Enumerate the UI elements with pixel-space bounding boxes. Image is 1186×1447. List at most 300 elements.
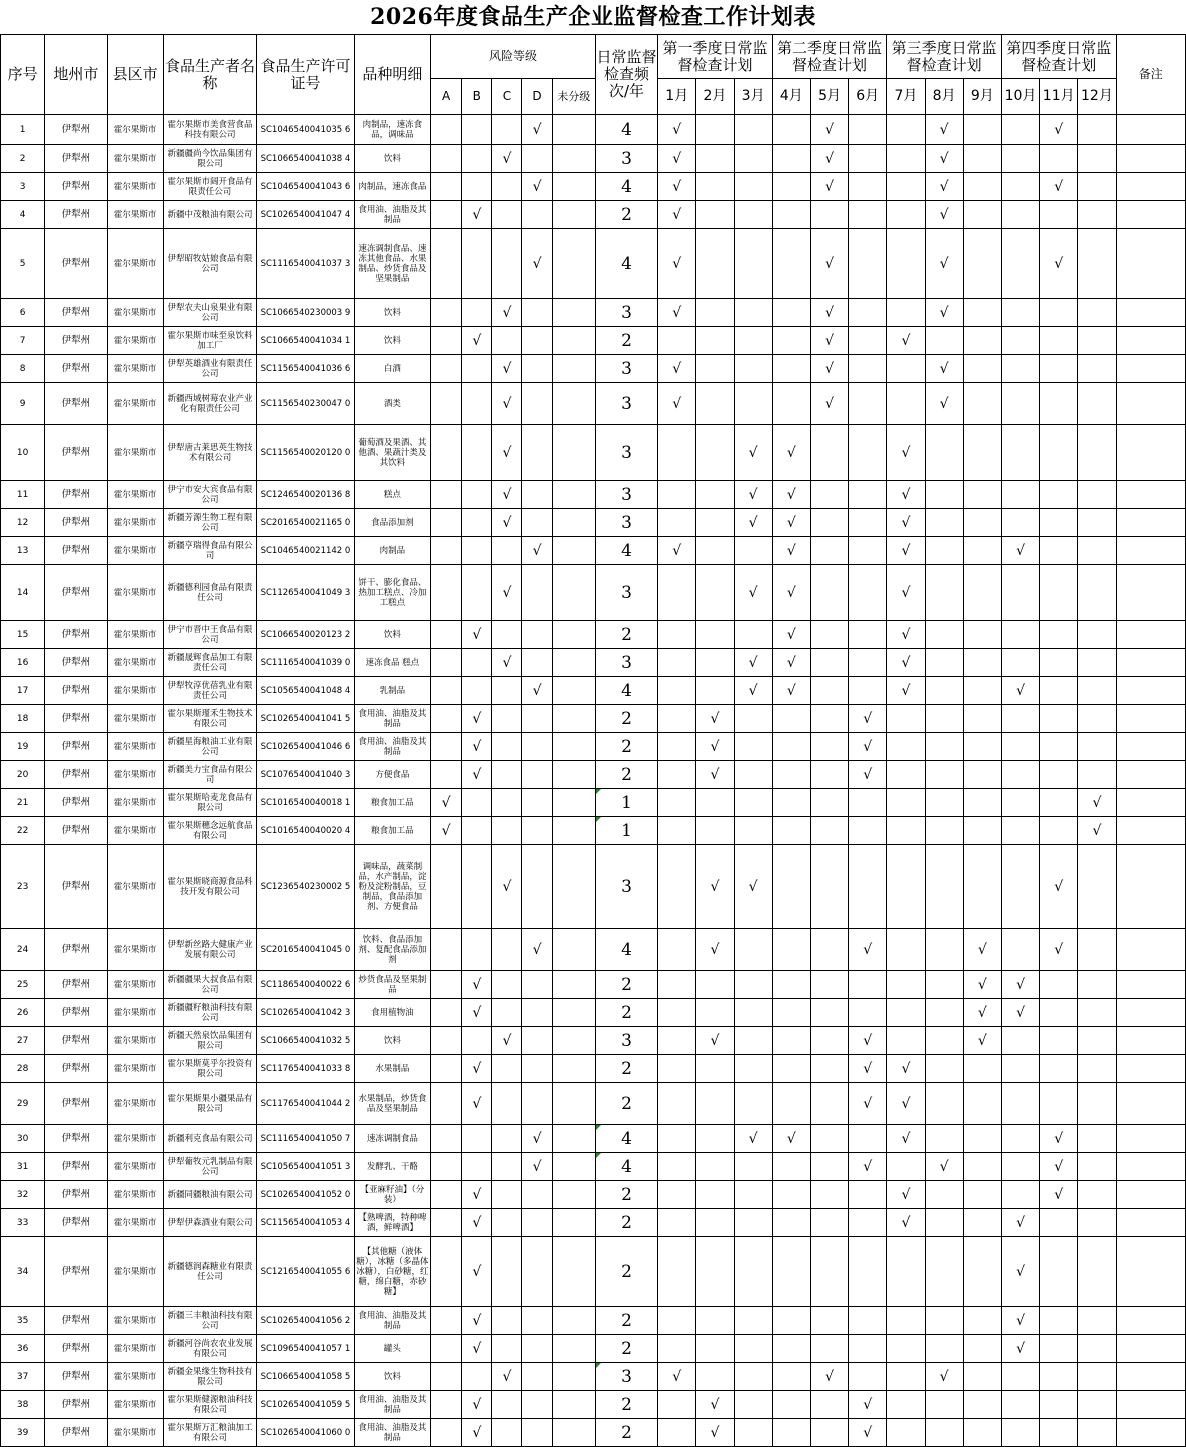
month-cell: [849, 621, 887, 649]
table-row: [1, 201, 1186, 229]
month-cell: [887, 789, 925, 817]
cell-producer-name: 伊犁伊森酒业有限公司: [163, 1209, 256, 1237]
risk-cell: [552, 649, 595, 677]
cell-prefecture: 伊犁州: [45, 481, 107, 509]
risk-cell: [462, 509, 492, 537]
cell-prefecture: 伊犁州: [45, 817, 107, 845]
month-cell: [963, 1363, 1001, 1391]
table-row: [1, 677, 1186, 705]
month-cell: [925, 733, 963, 761]
month-cell: [810, 705, 848, 733]
risk-check-mark: √: [492, 1027, 522, 1055]
month-cell: [1078, 425, 1116, 481]
month-check-mark: √: [925, 383, 963, 425]
month-check-mark: √: [772, 481, 810, 509]
month-check-mark: √: [849, 1083, 887, 1125]
cell-producer-name: 伊宁市安大宾食品有限公司: [163, 481, 256, 509]
cell-frequency: 2: [595, 1181, 657, 1209]
cell-producer-name: 伊犁英雄酒业有限责任公司: [163, 355, 256, 383]
cell-seq: 33: [1, 1209, 45, 1237]
risk-cell: [522, 1363, 552, 1391]
month-cell: [925, 1419, 963, 1447]
risk-cell: [462, 481, 492, 509]
month-cell: [696, 1055, 734, 1083]
month-check-mark: √: [849, 761, 887, 789]
cell-county: 霍尔果斯市: [107, 1391, 163, 1419]
month-cell: [963, 677, 1001, 705]
header-remarks: 备注: [1116, 35, 1185, 115]
month-cell: [810, 537, 848, 565]
month-check-mark: √: [696, 761, 734, 789]
month-check-mark: √: [849, 1391, 887, 1419]
risk-cell: [522, 1419, 552, 1447]
cell-prefecture: 伊犁州: [45, 1363, 107, 1391]
cell-county: 霍尔果斯市: [107, 1363, 163, 1391]
cell-prefecture: 伊犁州: [45, 1125, 107, 1153]
cell-producer-name: 新疆德润森糖业有限责任公司: [163, 1237, 256, 1307]
risk-cell: [492, 1209, 522, 1237]
month-cell: [1040, 1055, 1078, 1083]
cell-remarks: [1116, 565, 1185, 621]
risk-check-mark: √: [522, 115, 552, 145]
cell-seq: 6: [1, 299, 45, 327]
month-cell: [1001, 1153, 1039, 1181]
cell-producer-name: 新疆芳源生物工程有限公司: [163, 509, 256, 537]
month-cell: [1001, 299, 1039, 327]
month-cell: [849, 971, 887, 999]
risk-cell: [552, 1181, 595, 1209]
month-cell: [1001, 1419, 1039, 1447]
cell-product-detail: 饮料: [354, 1363, 430, 1391]
month-cell: [1001, 1027, 1039, 1055]
cell-seq: 1: [1, 115, 45, 145]
cell-product-detail: 水果制品，炒货食品及坚果制品: [354, 1083, 430, 1125]
risk-cell: [552, 929, 595, 971]
cell-frequency: 4: [595, 115, 657, 145]
cell-frequency: 3: [595, 509, 657, 537]
risk-cell: [492, 733, 522, 761]
month-cell: [849, 115, 887, 145]
month-cell: [1001, 789, 1039, 817]
risk-cell: [522, 565, 552, 621]
month-check-mark: √: [658, 115, 696, 145]
month-cell: [849, 817, 887, 845]
risk-cell: [552, 845, 595, 929]
month-cell: [658, 1181, 696, 1209]
month-cell: [772, 929, 810, 971]
cell-license-number: SC1026540041056 2: [257, 1307, 354, 1335]
month-cell: [734, 1055, 772, 1083]
month-cell: [1040, 677, 1078, 705]
month-cell: [658, 999, 696, 1027]
cell-county: 霍尔果斯市: [107, 817, 163, 845]
risk-cell: [552, 509, 595, 537]
month-check-mark: √: [696, 929, 734, 971]
cell-prefecture: 伊犁州: [45, 1153, 107, 1181]
risk-check-mark: √: [462, 761, 492, 789]
month-cell: [1078, 327, 1116, 355]
table-row: [1, 929, 1186, 971]
month-cell: [1040, 145, 1078, 173]
month-cell: [963, 733, 1001, 761]
month-cell: [734, 1083, 772, 1125]
cell-seq: 18: [1, 705, 45, 733]
risk-cell: [552, 1335, 595, 1363]
month-cell: [1078, 537, 1116, 565]
month-check-mark: √: [887, 1181, 925, 1209]
cell-county: 霍尔果斯市: [107, 621, 163, 649]
risk-cell: [462, 817, 492, 845]
month-cell: [1040, 509, 1078, 537]
month-check-mark: √: [925, 1363, 963, 1391]
cell-remarks: [1116, 537, 1185, 565]
month-cell: [1001, 229, 1039, 299]
cell-product-detail: 饮料: [354, 299, 430, 327]
month-cell: [734, 1391, 772, 1419]
month-cell: [963, 299, 1001, 327]
month-cell: [1040, 1307, 1078, 1335]
table-row: [1, 705, 1186, 733]
month-check-mark: √: [734, 565, 772, 621]
sheet-title: 2026年度食品生产企业监督检查工作计划表: [370, 4, 816, 30]
cell-seq: 24: [1, 929, 45, 971]
month-cell: [772, 1027, 810, 1055]
cell-remarks: [1116, 1181, 1185, 1209]
cell-remarks: [1116, 761, 1185, 789]
month-cell: [1078, 173, 1116, 201]
table-row: [1, 1181, 1186, 1209]
cell-producer-name: 霍尔果斯市味至泉饮料加工厂: [163, 327, 256, 355]
month-cell: [810, 929, 848, 971]
month-cell: [658, 621, 696, 649]
risk-cell: [492, 1083, 522, 1125]
month-cell: [772, 1307, 810, 1335]
month-check-mark: √: [849, 929, 887, 971]
cell-license-number: SC1176540041033 8: [257, 1055, 354, 1083]
risk-cell: [552, 1125, 595, 1153]
month-cell: [1078, 1391, 1116, 1419]
cell-prefecture: 伊犁州: [45, 173, 107, 201]
month-cell: [963, 621, 1001, 649]
month-cell: [963, 817, 1001, 845]
month-cell: [887, 145, 925, 173]
cell-product-detail: 发酵乳、干酪: [354, 1153, 430, 1181]
month-cell: [734, 929, 772, 971]
cell-frequency: 1: [595, 789, 657, 817]
risk-check-mark: √: [492, 845, 522, 929]
month-cell: [1078, 355, 1116, 383]
risk-cell: [552, 115, 595, 145]
month-check-mark: √: [887, 1209, 925, 1237]
month-cell: [696, 817, 734, 845]
risk-check-mark: √: [462, 1055, 492, 1083]
risk-cell: [522, 845, 552, 929]
risk-check-mark: √: [462, 971, 492, 999]
cell-product-detail: 饮料: [354, 1027, 430, 1055]
month-cell: [849, 173, 887, 201]
risk-cell: [431, 537, 462, 565]
month-check-mark: √: [658, 537, 696, 565]
cell-license-number: SC1026540041041 5: [257, 705, 354, 733]
month-cell: [887, 733, 925, 761]
risk-cell: [552, 999, 595, 1027]
risk-cell: [492, 229, 522, 299]
table-row: [1, 817, 1186, 845]
cell-producer-name: 霍尔果斯莫乎尔投资有限公司: [163, 1055, 256, 1083]
header-month-7: 7月: [887, 79, 925, 115]
month-cell: [772, 145, 810, 173]
month-cell: [696, 789, 734, 817]
risk-cell: [492, 201, 522, 229]
cell-remarks: [1116, 383, 1185, 425]
month-cell: [1040, 761, 1078, 789]
cell-product-detail: 速冻调制食品: [354, 1125, 430, 1153]
month-cell: [772, 705, 810, 733]
risk-cell: [522, 201, 552, 229]
month-check-mark: √: [1001, 537, 1039, 565]
header-q1: 第一季度日常监督检查计划: [658, 35, 773, 79]
cell-county: 霍尔果斯市: [107, 173, 163, 201]
month-check-mark: √: [1001, 1335, 1039, 1363]
month-cell: [925, 509, 963, 537]
risk-cell: [552, 327, 595, 355]
month-cell: [772, 115, 810, 145]
month-cell: [1078, 621, 1116, 649]
month-cell: [1078, 509, 1116, 537]
month-check-mark: √: [772, 509, 810, 537]
risk-cell: [522, 509, 552, 537]
month-cell: [887, 355, 925, 383]
month-cell: [658, 1307, 696, 1335]
cell-county: 霍尔果斯市: [107, 509, 163, 537]
risk-cell: [522, 789, 552, 817]
month-cell: [772, 789, 810, 817]
cell-seq: 7: [1, 327, 45, 355]
month-cell: [658, 481, 696, 509]
cell-remarks: [1116, 845, 1185, 929]
month-cell: [963, 1419, 1001, 1447]
risk-cell: [462, 649, 492, 677]
table-row: [1, 1125, 1186, 1153]
cell-frequency: 2: [595, 1307, 657, 1335]
month-check-mark: √: [925, 355, 963, 383]
month-cell: [658, 845, 696, 929]
month-check-mark: √: [925, 299, 963, 327]
month-cell: [925, 999, 963, 1027]
table-row: [1, 999, 1186, 1027]
risk-cell: [431, 677, 462, 705]
month-cell: [887, 1335, 925, 1363]
header-risk-level: 风险等级: [431, 35, 596, 79]
month-cell: [772, 383, 810, 425]
table-row: [1, 509, 1186, 537]
month-cell: [1040, 299, 1078, 327]
cell-seq: 11: [1, 481, 45, 509]
risk-cell: [431, 1125, 462, 1153]
month-cell: [734, 1307, 772, 1335]
month-check-mark: √: [658, 173, 696, 201]
month-cell: [887, 115, 925, 145]
cell-license-number: SC1046540041043 6: [257, 173, 354, 201]
month-cell: [1040, 565, 1078, 621]
month-cell: [887, 1153, 925, 1181]
month-cell: [1001, 481, 1039, 509]
month-cell: [734, 1237, 772, 1307]
header-q2: 第二季度日常监督检查计划: [772, 35, 887, 79]
cell-license-number: SC1156540041036 6: [257, 355, 354, 383]
month-check-mark: √: [810, 327, 848, 355]
cell-producer-name: 伊犁新丝路大健康产业发展有限公司: [163, 929, 256, 971]
cell-county: 霍尔果斯市: [107, 1153, 163, 1181]
month-cell: [810, 1027, 848, 1055]
month-check-mark: √: [1001, 677, 1039, 705]
cell-license-number: SC1156540041053 4: [257, 1209, 354, 1237]
month-cell: [1078, 115, 1116, 145]
cell-county: 霍尔果斯市: [107, 789, 163, 817]
cell-prefecture: 伊犁州: [45, 509, 107, 537]
cell-seq: 32: [1, 1181, 45, 1209]
risk-cell: [462, 299, 492, 327]
month-cell: [849, 1237, 887, 1307]
cell-license-number: SC1046540021142 0: [257, 537, 354, 565]
month-cell: [849, 355, 887, 383]
table-row: [1, 1419, 1186, 1447]
risk-cell: [431, 355, 462, 383]
risk-cell: [462, 789, 492, 817]
month-cell: [696, 1335, 734, 1363]
table-row: [1, 1083, 1186, 1125]
cell-county: 霍尔果斯市: [107, 1181, 163, 1209]
risk-cell: [492, 537, 522, 565]
cell-remarks: [1116, 971, 1185, 999]
month-check-mark: √: [772, 537, 810, 565]
month-check-mark: √: [658, 145, 696, 173]
month-cell: [1078, 971, 1116, 999]
cell-seq: 3: [1, 173, 45, 201]
month-cell: [849, 1363, 887, 1391]
cell-remarks: [1116, 1083, 1185, 1125]
cell-prefecture: 伊犁州: [45, 115, 107, 145]
table-row: [1, 425, 1186, 481]
month-cell: [1001, 1083, 1039, 1125]
month-cell: [963, 1237, 1001, 1307]
cell-license-number: SC1096540041057 1: [257, 1335, 354, 1363]
cell-seq: 14: [1, 565, 45, 621]
cell-prefecture: 伊犁州: [45, 383, 107, 425]
table-row: [1, 1237, 1186, 1307]
cell-remarks: [1116, 1391, 1185, 1419]
risk-cell: [462, 565, 492, 621]
month-cell: [1001, 1181, 1039, 1209]
month-cell: [1001, 1363, 1039, 1391]
header-risk-a: A: [431, 79, 462, 115]
month-cell: [772, 1419, 810, 1447]
header-month-2: 2月: [696, 79, 734, 115]
table-row: [1, 1209, 1186, 1237]
risk-cell: [431, 425, 462, 481]
month-cell: [887, 299, 925, 327]
month-cell: [925, 705, 963, 733]
plan-table: [0, 34, 1186, 1447]
cell-license-number: SC1116540041039 0: [257, 649, 354, 677]
month-cell: [887, 383, 925, 425]
month-cell: [810, 621, 848, 649]
month-cell: [1078, 1083, 1116, 1125]
risk-cell: [522, 761, 552, 789]
table-row: [1, 845, 1186, 929]
month-check-mark: √: [696, 845, 734, 929]
month-cell: [925, 761, 963, 789]
cell-seq: 35: [1, 1307, 45, 1335]
month-cell: [734, 621, 772, 649]
risk-cell: [552, 1209, 595, 1237]
month-cell: [1078, 1363, 1116, 1391]
month-cell: [1040, 1391, 1078, 1419]
risk-check-mark: √: [522, 677, 552, 705]
month-cell: [963, 1083, 1001, 1125]
month-cell: [1078, 1027, 1116, 1055]
cell-license-number: SC1026540041047 4: [257, 201, 354, 229]
month-cell: [810, 999, 848, 1027]
month-cell: [810, 1307, 848, 1335]
risk-check-mark: √: [431, 789, 462, 817]
month-cell: [963, 1335, 1001, 1363]
risk-cell: [431, 229, 462, 299]
risk-cell: [522, 817, 552, 845]
month-cell: [658, 1153, 696, 1181]
month-cell: [734, 761, 772, 789]
cell-producer-name: 新疆西域树莓农业产业化有限责任公司: [163, 383, 256, 425]
cell-remarks: [1116, 201, 1185, 229]
month-cell: [849, 1181, 887, 1209]
table-row: [1, 173, 1186, 201]
month-cell: [849, 845, 887, 929]
month-cell: [696, 971, 734, 999]
cell-product-detail: 速冻食品 糕点: [354, 649, 430, 677]
month-cell: [772, 1237, 810, 1307]
month-check-mark: √: [810, 173, 848, 201]
month-cell: [1078, 929, 1116, 971]
risk-cell: [431, 1335, 462, 1363]
month-check-mark: √: [887, 327, 925, 355]
header-prefecture: 地州市: [45, 35, 107, 115]
cell-license-number: SC1026540041052 0: [257, 1181, 354, 1209]
month-cell: [963, 1153, 1001, 1181]
month-cell: [772, 229, 810, 299]
month-cell: [772, 971, 810, 999]
month-cell: [658, 971, 696, 999]
cell-county: 霍尔果斯市: [107, 565, 163, 621]
cell-frequency: 3: [595, 383, 657, 425]
header-month-12: 12月: [1078, 79, 1116, 115]
cell-seq: 34: [1, 1237, 45, 1307]
risk-cell: [552, 971, 595, 999]
month-cell: [1078, 1153, 1116, 1181]
month-cell: [658, 565, 696, 621]
month-check-mark: √: [810, 299, 848, 327]
table-row: [1, 761, 1186, 789]
month-check-mark: √: [1040, 929, 1078, 971]
cell-remarks: [1116, 299, 1185, 327]
cell-seq: 2: [1, 145, 45, 173]
month-cell: [963, 705, 1001, 733]
cell-frequency: 3: [595, 1363, 657, 1391]
risk-cell: [492, 1237, 522, 1307]
risk-cell: [522, 999, 552, 1027]
month-cell: [925, 1391, 963, 1419]
cell-producer-name: 新疆天然泉饮品集团有限公司: [163, 1027, 256, 1055]
month-cell: [887, 1237, 925, 1307]
